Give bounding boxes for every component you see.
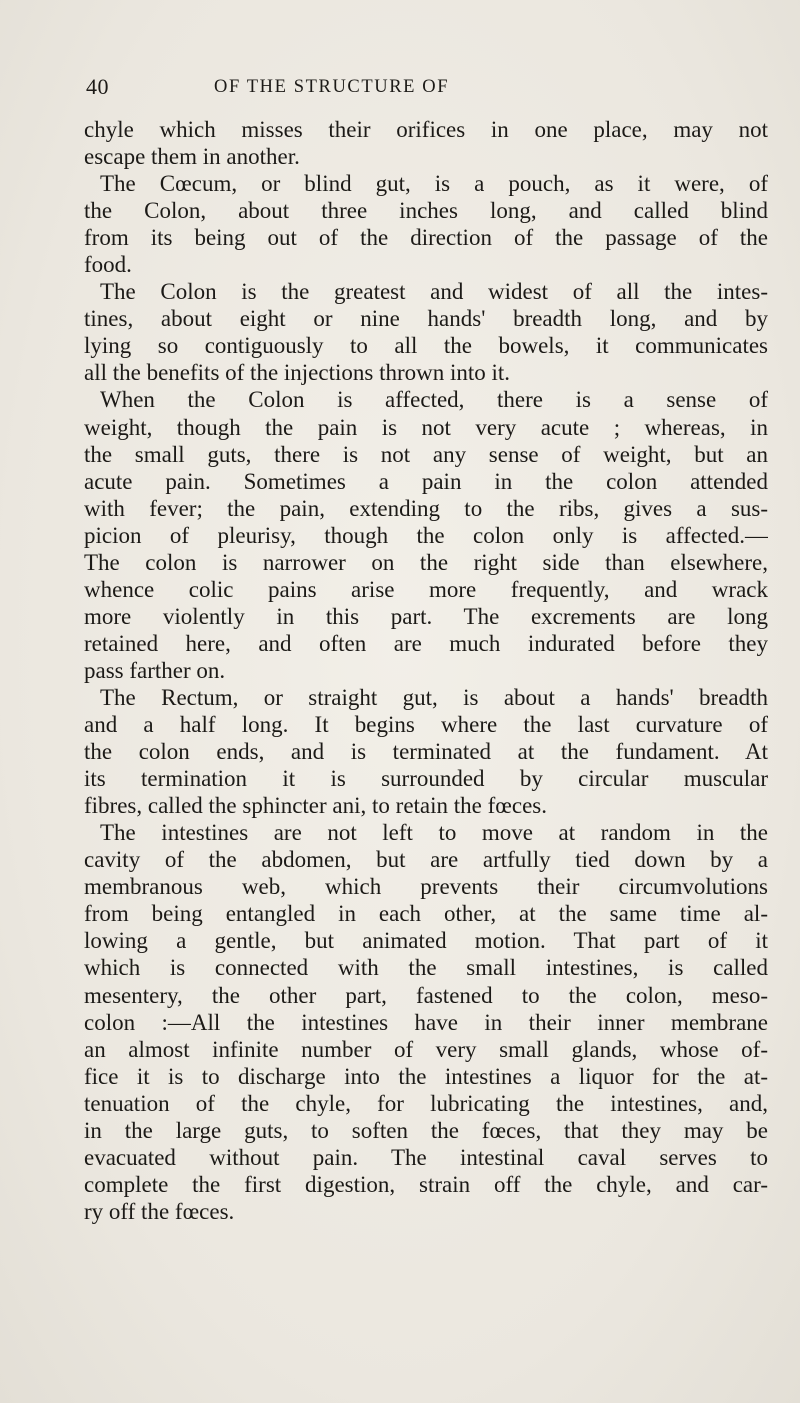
text-line: mesentery, the other part, fastened to the colon, meso- (84, 982, 768, 1008)
body-text (84, 116, 768, 1225)
text-line: retained here, and often are much indurated before they (84, 630, 768, 656)
text-line: The Rectum, or straight gut, is about a hands' breadth (100, 684, 768, 710)
text-line: The intestines are not left to move at random in the (100, 820, 768, 846)
page-header (86, 74, 766, 104)
text-line: an almost infinite number of very small glands, whose of- (84, 1036, 768, 1062)
text-line: weight, though the pain is not very acute ; whereas, in (84, 414, 768, 440)
text-line: lying so contiguously to all the bowels, it communicates (84, 333, 768, 359)
text-line: tenuation of the chyle, for lubricating the intestines, and, (84, 1090, 768, 1116)
text-line: its termination it is surrounded by circular muscular (84, 766, 768, 792)
text-line: When the Colon is affected, there is a sense of (100, 387, 768, 413)
text-line: cavity of the abdomen, but are artfully tied down by a (84, 847, 768, 873)
text-line: the colon ends, and is terminated at the fundament. At (84, 739, 768, 765)
text-line: membranous web, which prevents their circumvolutions (84, 874, 768, 900)
text-line: ry off the fœces. (84, 1198, 235, 1224)
text-line: from its being out of the direction of the passage of the (84, 225, 768, 251)
text-line: acute pain. Sometimes a pain in the colon attended (84, 468, 768, 494)
text-line: picion of pleurisy, though the colon only is affected.— (84, 522, 768, 548)
text-line: from being entangled in each other, at the same time al- (84, 901, 768, 927)
text-line: chyle which misses their orifices in one place, may not (84, 117, 768, 142)
text-line: and a half long. It begins where the last curvature of (84, 712, 768, 738)
text-line: all the benefits of the injections thrown into it. (84, 360, 511, 386)
text-line: whence colic pains arise more frequently, and wrack (84, 576, 768, 602)
text-line: more violently in this part. The excrements are long (84, 603, 768, 629)
text-line: fibres, called the sphincter ani, to retain the fœces. (84, 793, 548, 819)
text-line: escape them in another. (84, 144, 300, 170)
text-line: The Colon is the greatest and widest of all the intes- (100, 279, 768, 305)
text-line: food. (84, 252, 132, 278)
text-line: lowing a gentle, but animated motion. That part of it (84, 928, 768, 954)
text-line: complete the first digestion, strain off the chyle, and car- (84, 1171, 768, 1197)
running-head: OF THE STRUCTURE OF (214, 77, 450, 97)
text-line: pass farther on. (84, 657, 226, 683)
text-line: evacuated without pain. The intestinal caval serves to (84, 1144, 768, 1170)
text-line: the small guts, there is not any sense of weight, but an (84, 441, 768, 467)
text-line: fice it is to discharge into the intestines a liquor for the at- (84, 1063, 768, 1089)
text-line: in the large guts, to soften the fœces, that they may be (84, 1117, 768, 1143)
page-number: 40 (86, 74, 109, 99)
text-line: The Cœcum, or blind gut, is a pouch, as it were, of (100, 171, 768, 197)
text-line: The colon is narrower on the right side than elsewhere, (84, 549, 768, 575)
text-line: tines, about eight or nine hands' breadth long, and by (84, 306, 768, 332)
text-line: colon :—All the intestines have in their inner membrane (84, 1009, 768, 1035)
text-line: the Colon, about three inches long, and called blind (84, 198, 768, 224)
text-line: which is connected with the small intestines, is called (84, 955, 768, 981)
text-line: with fever; the pain, extending to the ribs, gives a sus- (84, 495, 768, 521)
